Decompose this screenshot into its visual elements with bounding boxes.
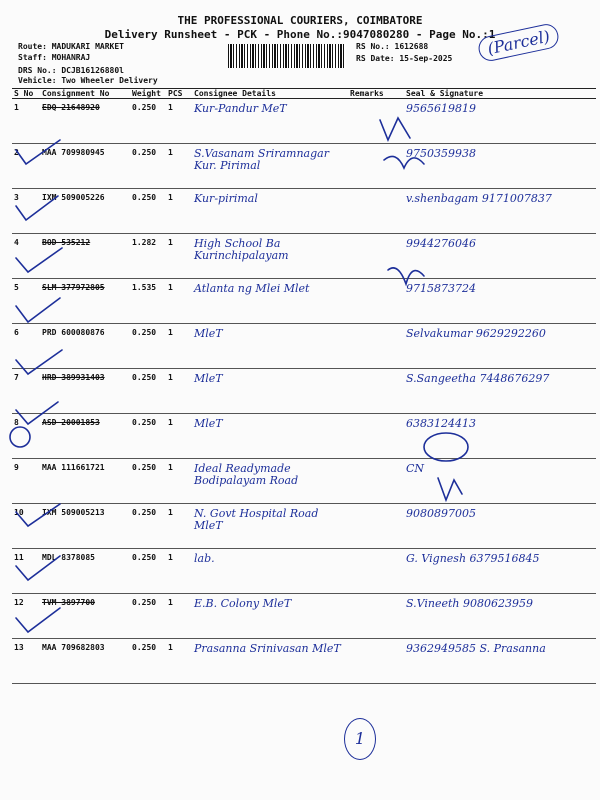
cell-sno: 1 — [12, 99, 40, 144]
drs-number: DRS No.: DCJB16126880l — [18, 66, 124, 75]
cell-signature: 9362949585 S. Prasanna — [404, 639, 596, 684]
cell-consignee: Ideal Readymade Bodipalayam Road — [192, 459, 348, 504]
route-label: Route: MADUKARI MARKET — [18, 42, 124, 51]
cell-consignment: IXM 509005226 — [40, 189, 130, 234]
cell-sno: 3 — [12, 189, 40, 234]
cell-consignee: MleT — [192, 324, 348, 369]
cell-pcs: 1 — [166, 639, 192, 684]
cell-weight: 0.250 — [130, 324, 166, 369]
cell-consignment: TVM 3897700 — [40, 594, 130, 639]
col-consignee: Consignee Details — [192, 89, 348, 99]
cell-pcs: 1 — [166, 414, 192, 459]
tick-mark — [16, 402, 58, 424]
cell-consignee: N. Govt Hospital Road MleT — [192, 504, 348, 549]
signature-scribble — [438, 478, 462, 500]
cell-consignment: BOD 535212 — [40, 234, 130, 279]
cell-signature: Selvakumar 9629292260 — [404, 324, 596, 369]
col-pcs: PCS — [166, 89, 192, 99]
cell-weight: 0.250 — [130, 459, 166, 504]
cell-consignment: MAA 709980945 — [40, 144, 130, 189]
cell-consignment: EDQ 21648920 — [40, 99, 130, 144]
cell-sno: 5 — [12, 279, 40, 324]
col-consignment: Consignment No — [40, 89, 130, 99]
vehicle-label: Vehicle: Two Wheeler Delivery — [18, 76, 158, 85]
tick-mark — [16, 608, 60, 632]
cell-consignment: IXM 509005213 — [40, 504, 130, 549]
cell-signature: 9944276046 — [404, 234, 596, 279]
cell-signature: 9715873724 — [404, 279, 596, 324]
cell-pcs: 1 — [166, 549, 192, 594]
tick-mark — [16, 504, 60, 526]
cell-consignee: Prasanna Srinivasan MleT — [192, 639, 348, 684]
cell-weight: 0.250 — [130, 594, 166, 639]
signature-scribble — [384, 156, 424, 168]
cell-signature: 9565619819 — [404, 99, 596, 144]
staff-label: Staff: MOHANRAJ — [18, 53, 91, 62]
cell-consignment: SLM 377972805 — [40, 279, 130, 324]
cell-weight: 1.282 — [130, 234, 166, 279]
cell-signature: S.Vineeth 9080623959 — [404, 594, 596, 639]
cell-consignee: High School Ba Kurinchipalayam — [192, 234, 348, 279]
circle-mark — [10, 427, 30, 447]
signature-scribble — [380, 118, 410, 140]
signature-scribble — [388, 268, 424, 284]
cell-consignee: E.B. Colony MleT — [192, 594, 348, 639]
cell-pcs: 1 — [166, 99, 192, 144]
cell-pcs: 1 — [166, 189, 192, 234]
cell-consignee: S.Vasanam Sriramnagar Kur. Pirimal — [192, 144, 348, 189]
cell-weight: 0.250 — [130, 504, 166, 549]
cell-weight: 0.250 — [130, 99, 166, 144]
cell-consignment: ASD 20001853 — [40, 414, 130, 459]
company-title: THE PROFESSIONAL COURIERS, COIMBATORE — [177, 14, 423, 27]
cell-signature: CN — [404, 459, 596, 504]
cell-sno: 10 — [12, 504, 40, 549]
cell-consignee: MleT — [192, 414, 348, 459]
cell-consignment: MAA 709682803 — [40, 639, 130, 684]
cell-weight: 0.250 — [130, 414, 166, 459]
col-signature: Seal & Signature — [404, 89, 596, 99]
cell-consignee: lab. — [192, 549, 348, 594]
cell-signature: 9750359938 — [404, 144, 596, 189]
cell-weight: 0.250 — [130, 189, 166, 234]
cell-sno: 8 — [12, 414, 40, 459]
circle-mark — [424, 433, 468, 461]
cell-sno: 2 — [12, 144, 40, 189]
cell-signature: v.shenbagam 9171007837 — [404, 189, 596, 234]
tick-mark — [16, 298, 60, 322]
cell-weight: 1.535 — [130, 279, 166, 324]
cell-sno: 13 — [12, 639, 40, 684]
col-weight: Weight — [130, 89, 166, 99]
cell-weight: 0.250 — [130, 549, 166, 594]
cell-sno: 6 — [12, 324, 40, 369]
tick-mark — [16, 556, 60, 580]
cell-pcs: 1 — [166, 594, 192, 639]
cell-signature: S.Sangeetha 7448676297 — [404, 369, 596, 414]
cell-pcs: 1 — [166, 279, 192, 324]
cell-pcs: 1 — [166, 504, 192, 549]
parcel-annotation: (Parcel) — [476, 22, 561, 63]
cell-consignment: HRD 389931403 — [40, 369, 130, 414]
cell-consignee: Kur-pirimal — [192, 189, 348, 234]
cell-pcs: 1 — [166, 369, 192, 414]
cell-sno: 4 — [12, 234, 40, 279]
cell-signature: G. Vignesh 6379516845 — [404, 549, 596, 594]
tick-mark — [16, 140, 60, 164]
cell-sno: 12 — [12, 594, 40, 639]
cell-signature: 9080897005 — [404, 504, 596, 549]
cell-sno: 9 — [12, 459, 40, 504]
cell-consignee: Atlanta ng Mlei Mlet — [192, 279, 348, 324]
col-sno: S No — [12, 89, 40, 99]
cell-consignee: Kur-Pandur MeT — [192, 99, 348, 144]
cell-pcs: 1 — [166, 144, 192, 189]
cell-sno: 7 — [12, 369, 40, 414]
tick-mark — [16, 196, 58, 220]
rs-number: RS No.: 1612688 — [356, 42, 429, 51]
cell-consignment: PRD 600080876 — [40, 324, 130, 369]
cell-weight: 0.250 — [130, 369, 166, 414]
cell-pcs: 1 — [166, 234, 192, 279]
tick-mark — [16, 350, 62, 374]
cell-consignment: MAA 111661721 — [40, 459, 130, 504]
cell-consignment: MDL 8378085 — [40, 549, 130, 594]
circled-page-number: 1 — [344, 718, 376, 760]
cell-weight: 0.250 — [130, 144, 166, 189]
cell-pcs: 1 — [166, 459, 192, 504]
tick-mark — [16, 248, 62, 272]
cell-pcs: 1 — [166, 324, 192, 369]
cell-sno: 11 — [12, 549, 40, 594]
cell-signature: 6383124413 — [404, 414, 596, 459]
cell-consignee: MleT — [192, 369, 348, 414]
cell-weight: 0.250 — [130, 639, 166, 684]
rs-date: RS Date: 15-Sep-2025 — [356, 54, 453, 63]
col-remarks: Remarks — [348, 89, 404, 99]
runsheet-subtitle: Delivery Runsheet - PCK - Phone No.:9047080280 - Page No.:1 — [104, 28, 496, 41]
